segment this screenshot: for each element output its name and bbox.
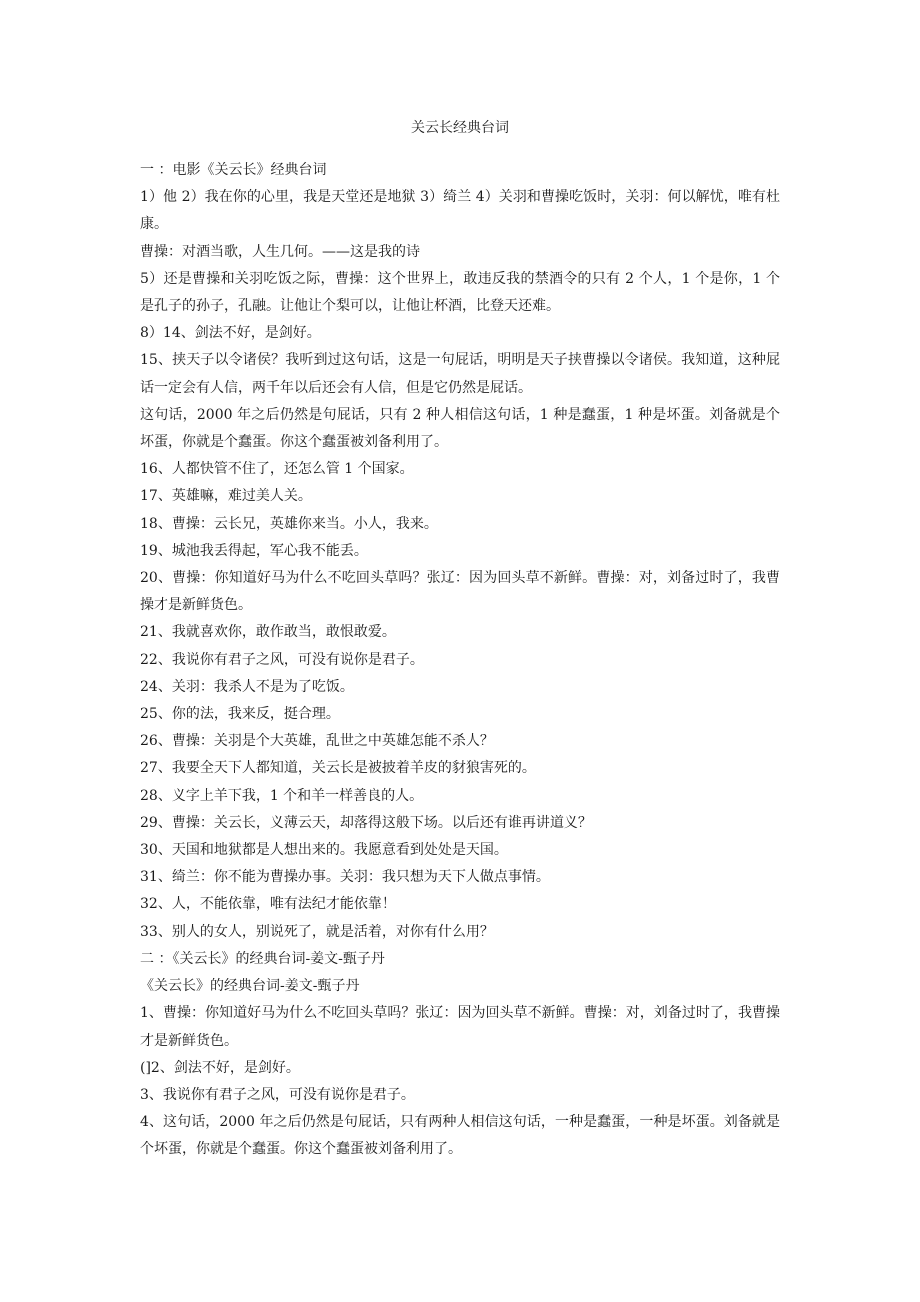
document-paragraph: 19、城池我丢得起，军心我不能丢。 (140, 542, 368, 559)
document-paragraph: 18、曹操：云长兄，英雄你来当。小人，我来。 (140, 515, 438, 532)
document-paragraph: 26、曹操：关羽是个大英雄，乱世之中英雄怎能不杀人？ (140, 733, 494, 750)
document-paragraph: 曹操：对酒当歌，人生几何。——这是我的诗 (140, 243, 420, 260)
document-paragraph: 30、天国和地狱都是人想出来的。我愿意看到处处是天国。 (140, 842, 508, 859)
document-paragraph: 1、曹操：你知道好马为什么不吃回头草吗？张辽：因为回头草不新鲜。曹操：对，刘备过时了，我曹操才是新鲜货色。 (140, 1005, 780, 1049)
document-paragraph: 24、关羽：我杀人不是为了吃饭。 (140, 678, 354, 695)
document-body (140, 157, 780, 1164)
document-paragraph: 《关云长》的经典台词-姜文-甄子丹 (140, 978, 360, 995)
document-paragraph: 32、人，不能依靠，唯有法纪才能依靠！ (140, 896, 396, 913)
document-paragraph: 16、人都快管不住了，还怎么管 1 个国家。 (140, 461, 414, 478)
document-paragraph: 27、我要全天下人都知道，关云长是被披着羊皮的豺狼害死的。 (140, 760, 536, 777)
document-paragraph: 1）他 2）我在你的心里，我是天堂还是地狱 3）绮兰 4）关羽和曹操吃饭时，关羽：何以解忧，唯有杜康。 (140, 189, 780, 233)
document-paragraph: 20、曹操：你知道好马为什么不吃回头草吗？张辽：因为回头草不新鲜。曹操：对，刘备过时了，我曹操才是新鲜货色。 (140, 570, 780, 614)
document-paragraph: 二 ：《关云长》的经典台词-姜文-甄子丹 (140, 950, 385, 967)
document-paragraph: 25、你的法，我来反，挺合理。 (140, 706, 340, 723)
document-paragraph: 这句话，2000 年之后仍然是句屁话，只有 2 种人相信这句话，1 种是蠢蛋，1 种是坏蛋。刘备就是个坏蛋，你就是个蠢蛋。你这个蠢蛋被刘备利用了。 (140, 406, 780, 451)
document-paragraph: (]2、剑法不好，是剑好。 (140, 1059, 300, 1076)
document-paragraph: 33、别人的女人，别说死了，就是活着，对你有什么用？ (140, 923, 494, 940)
document-paragraph: 8）14、剑法不好，是剑好。 (140, 325, 321, 342)
document-paragraph: 3、我说你有君子之风，可没有说你是君子。 (140, 1086, 415, 1103)
document-paragraph: 15、挟天子以令诸侯？我听到过这句话，这是一句屁话，明明是天子挟曹操以令诸侯。我知道，这种屁话一定会有人信，两千年以后还会有人信，但是它仍然是屁话。 (140, 352, 780, 396)
document-paragraph: 一 ：电影《关云长》经典台词 (140, 162, 327, 178)
document-paragraph: 17、英雄嘛，难过美人关。 (140, 488, 312, 505)
document-paragraph: 29、曹操：关云长，义薄云天，却落得这般下场。以后还有谁再讲道义？ (140, 814, 592, 831)
document-title: 关云长经典台词 (411, 120, 509, 136)
document-paragraph: 28、义字上羊下我，1 个和羊一样善良的人。 (140, 787, 424, 804)
document-paragraph: 5）还是曹操和关羽吃饭之际，曹操：这个世界上，敢违反我的禁酒令的只有 2 个人，1 个是你，1 个是孔子的孙子，孔融。让他让个梨可以，让他让杯酒，比登天还难。 (140, 270, 780, 315)
document-paragraph: 21、我就喜欢你，敢作敢当，敢恨敢爱。 (140, 624, 396, 641)
document-paragraph: 22、我说你有君子之风，可没有说你是君子。 (140, 651, 424, 668)
document-paragraph: 4、这句话，2000 年之后仍然是句屁话，只有两种人相信这句话，一种是蠢蛋，一种是坏蛋。刘备就是个坏蛋，你就是个蠢蛋。你这个蠢蛋被刘备利用了。 (140, 1114, 780, 1158)
document-paragraph: 31、绮兰：你不能为曹操办事。关羽：我只想为天下人做点事情。 (140, 869, 550, 886)
